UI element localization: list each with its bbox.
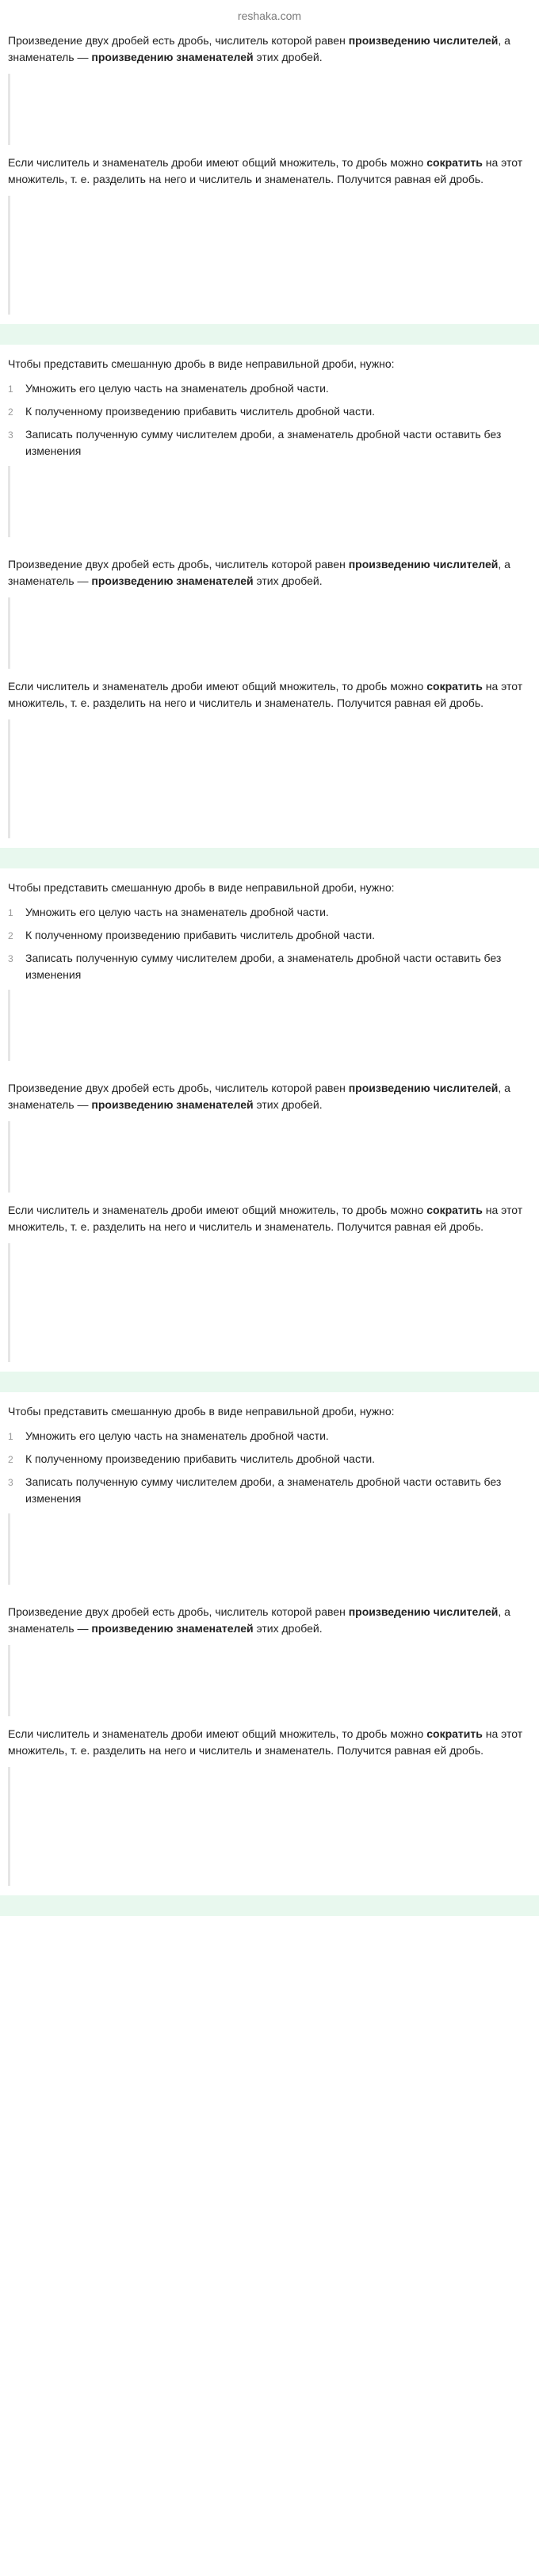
step-number: 1 <box>8 907 13 918</box>
step-text: Записать полученную сумму числителем дроби, а знаменатель дробной части оставить без изменения <box>25 1475 502 1505</box>
product-rule: Произведение двух дробей есть дробь, числитель которой равен произведению числителей, а знаменатель — произведению знаменателей этих дробей. <box>8 34 510 63</box>
product-rule: Произведение двух дробей есть дробь, числитель которой равен произведению числителей, а знаменатель — произведению знаменателей этих дробей. <box>8 1605 510 1635</box>
step-item <box>8 904 531 921</box>
step-item <box>8 1474 531 1507</box>
step-item <box>8 1428 531 1444</box>
cancel-calculation <box>8 1243 531 1362</box>
step-number: 3 <box>8 1477 13 1488</box>
mixed-conversion-calculation <box>8 466 531 537</box>
site-name[interactable]: reshaka.com <box>237 10 302 22</box>
step-number: 1 <box>8 384 13 395</box>
step-number: 2 <box>8 930 13 941</box>
step-number: 1 <box>8 1431 13 1442</box>
product-rule: Произведение двух дробей есть дробь, числитель которой равен произведению числителей, а знаменатель — произведению знаменателей этих дробей. <box>8 1082 510 1111</box>
step-item <box>8 1451 531 1467</box>
answer-band <box>0 324 539 345</box>
solution-block-4 <box>8 1604 531 1916</box>
step-number: 2 <box>8 406 13 418</box>
cancel-calculation <box>8 196 531 315</box>
step-text: К полученному произведению прибавить числитель дробной части. <box>25 1452 376 1465</box>
mixed-conversion-calculation <box>8 1513 531 1585</box>
product-calculation <box>8 597 531 669</box>
product-calculation <box>8 1121 531 1193</box>
step-text: Записать полученную сумму числителем дроби, а знаменатель дробной части оставить без изменения <box>25 952 502 981</box>
step-text: Записать полученную сумму числителем дроби, а знаменатель дробной части оставить без изменения <box>25 428 502 457</box>
answer-band <box>0 848 539 868</box>
product-calculation <box>8 1645 531 1716</box>
cancel-calculation <box>8 719 531 838</box>
step-item <box>8 426 531 460</box>
solution-block-1 <box>8 32 531 537</box>
step-number: 3 <box>8 953 13 964</box>
cancel-rule: Если числитель и знаменатель дроби имеют общий множитель, то дробь можно сократить на этот множитель, т. е. разделить на него и числитель и знаменатель. Получится равная ей дробь. <box>8 1204 523 1233</box>
mixed-number-intro: Чтобы представить смешанную дробь в виде неправильной дроби, нужно: <box>8 881 395 894</box>
solution-block-3 <box>8 1080 531 1585</box>
step-item <box>8 950 531 983</box>
step-item <box>8 927 531 944</box>
step-item <box>8 380 531 397</box>
mixed-number-intro: Чтобы представить смешанную дробь в виде неправильной дроби, нужно: <box>8 357 395 370</box>
step-number: 3 <box>8 429 13 441</box>
answer-band <box>0 1895 539 1916</box>
mixed-number-steps <box>8 904 531 983</box>
step-number: 2 <box>8 1454 13 1465</box>
product-rule: Произведение двух дробей есть дробь, числитель которой равен произведению числителей, а знаменатель — произведению знаменателей этих дробей. <box>8 558 510 587</box>
cancel-calculation <box>8 1767 531 1886</box>
mixed-number-steps <box>8 1428 531 1507</box>
step-text: К полученному произведению прибавить числитель дробной части. <box>25 405 376 418</box>
step-text: Умножить его целую часть на знаменатель дробной части. <box>25 1429 329 1442</box>
site-header[interactable] <box>8 6 531 32</box>
solution-block-2 <box>8 556 531 1061</box>
mixed-conversion-calculation <box>8 990 531 1061</box>
mixed-number-intro: Чтобы представить смешанную дробь в виде неправильной дроби, нужно: <box>8 1405 395 1418</box>
cancel-rule: Если числитель и знаменатель дроби имеют общий множитель, то дробь можно сократить на этот множитель, т. е. разделить на него и числитель и знаменатель. Получится равная ей дробь. <box>8 680 523 709</box>
step-text: К полученному произведению прибавить числитель дробной части. <box>25 929 376 941</box>
step-text: Умножить его целую часть на знаменатель дробной части. <box>25 906 329 918</box>
cancel-rule: Если числитель и знаменатель дроби имеют общий множитель, то дробь можно сократить на этот множитель, т. е. разделить на него и числитель и знаменатель. Получится равная ей дробь. <box>8 156 523 185</box>
cancel-rule: Если числитель и знаменатель дроби имеют общий множитель, то дробь можно сократить на этот множитель, т. е. разделить на него и числитель и знаменатель. Получится равная ей дробь. <box>8 1727 523 1757</box>
step-text: Умножить его целую часть на знаменатель дробной части. <box>25 382 329 395</box>
answer-band <box>0 1372 539 1392</box>
mixed-number-steps <box>8 380 531 460</box>
step-item <box>8 403 531 420</box>
product-calculation <box>8 74 531 145</box>
